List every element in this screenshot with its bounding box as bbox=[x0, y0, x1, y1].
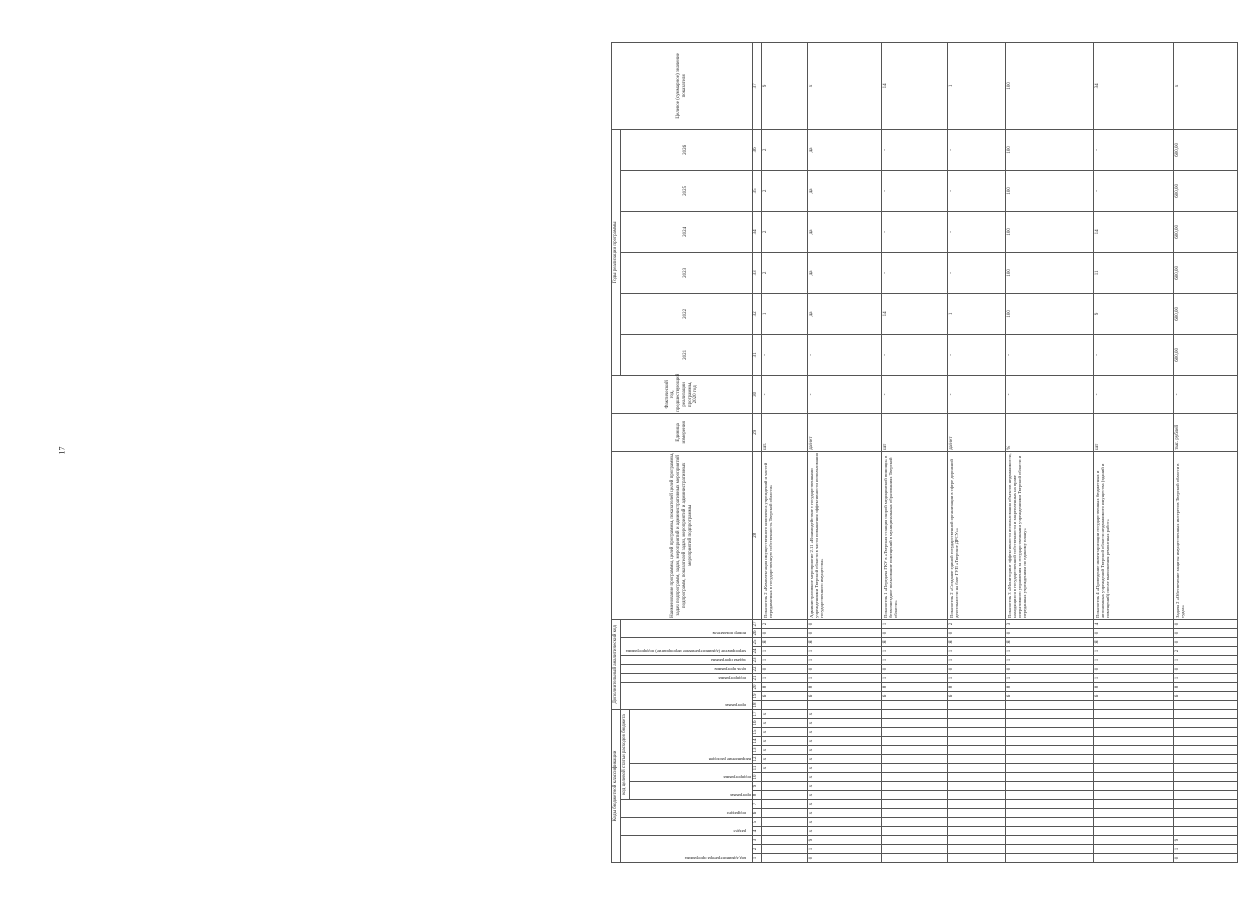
row-year-value-cell: 14 bbox=[881, 293, 947, 334]
code-digit-cell: x bbox=[761, 728, 807, 737]
row-fact-cell: - bbox=[807, 375, 881, 413]
code-digit-cell bbox=[1005, 701, 1093, 710]
direction-header: направление расходов bbox=[708, 757, 751, 762]
code-digit-cell bbox=[947, 719, 1005, 728]
row-unit-cell: да/нет bbox=[807, 413, 881, 451]
code-digit-cell bbox=[881, 809, 947, 818]
code-digit-cell bbox=[1173, 800, 1237, 809]
code-digit-cell: 1 bbox=[807, 674, 881, 683]
row-year-value-cell: 100 bbox=[1005, 170, 1093, 211]
row-year-value-cell: да bbox=[807, 170, 881, 211]
name-column-header: Наименование программы, целей программы, показателей целей программы, задач подпрограмм, задач, мероприятий и административных мероприятий подпрограмм, показателей задач, мероприятий и административных мероприятий подпрограммы bbox=[612, 451, 753, 619]
code-digit-cell: x bbox=[807, 710, 881, 719]
row-name-cell: Показатель 4 «Проведение инвентаризации государственных бюджетных и автономных учреждений Тверской области недвижимого имущества (зданий и помещений) после выполнения ремонтных работ» bbox=[1093, 451, 1173, 619]
code-digit-cell: x bbox=[807, 791, 881, 800]
row-fact-cell: - bbox=[1005, 375, 1093, 413]
code-digit-cell bbox=[881, 764, 947, 773]
code-digit-cell: x bbox=[761, 764, 807, 773]
subsection-header: подраздел bbox=[726, 811, 747, 816]
code-digit-cell bbox=[1005, 737, 1093, 746]
row-year-value-cell: да bbox=[807, 293, 881, 334]
code-digit-cell bbox=[881, 854, 947, 863]
code-digit-cell: 0 bbox=[1173, 854, 1237, 863]
subprogram-header: подпрограмма bbox=[718, 676, 747, 681]
code-digit-cell: 1 bbox=[807, 656, 881, 665]
code-digit-cell bbox=[1005, 782, 1093, 791]
code-digit-cell: 1 bbox=[807, 647, 881, 656]
code-digit-cell: x bbox=[807, 827, 881, 836]
code-digit-cell: 0 bbox=[807, 854, 881, 863]
purpose-header: цель программы bbox=[714, 667, 747, 672]
code-digit-cell: 1 bbox=[1005, 647, 1093, 656]
budget-table-sheet bbox=[611, 43, 1185, 863]
code-digit-cell bbox=[881, 845, 947, 854]
code-digit-cell bbox=[1093, 827, 1173, 836]
code-digit-cell: 1 bbox=[761, 656, 807, 665]
code-digit-cell: 1 bbox=[761, 647, 807, 656]
code-digit-cell bbox=[1005, 773, 1093, 782]
row-year-value-cell: 2 bbox=[761, 252, 807, 293]
code-digit-cell: x bbox=[761, 755, 807, 764]
code-digit-cell: 8 bbox=[1173, 683, 1237, 692]
code-digit-cell: 0 bbox=[807, 665, 881, 674]
code-digit-cell: 1 bbox=[881, 647, 947, 656]
code-digit-cell bbox=[881, 755, 947, 764]
row-fact-cell: - bbox=[947, 375, 1005, 413]
code-digit-cell bbox=[761, 854, 807, 863]
code-digit-cell: 3 bbox=[1005, 619, 1093, 628]
code-digit-cell bbox=[1005, 827, 1093, 836]
code-digit-cell bbox=[761, 827, 807, 836]
code-digit-cell: x bbox=[807, 719, 881, 728]
code-digit-cell: 6 bbox=[807, 692, 881, 701]
code-digit-cell: 0 bbox=[1173, 619, 1237, 628]
code-digit-cell bbox=[1005, 791, 1093, 800]
year-2025-header: 2025 bbox=[620, 170, 752, 211]
row-fact-cell: - bbox=[1093, 375, 1173, 413]
row-year-value-cell: - bbox=[881, 334, 947, 375]
code-digit-cell bbox=[1173, 719, 1237, 728]
task-header: задача программы bbox=[711, 658, 747, 663]
table-row bbox=[1173, 42, 1237, 862]
row-year-value-cell: - bbox=[1093, 170, 1173, 211]
code-digit-cell: 1 bbox=[1093, 674, 1173, 683]
code-digit-cell bbox=[1005, 809, 1093, 818]
code-digit-cell bbox=[881, 719, 947, 728]
row-year-value-cell: 600,00 bbox=[1173, 252, 1237, 293]
code-digit-cell: 0 bbox=[947, 665, 1005, 674]
code-digit-cell bbox=[761, 773, 807, 782]
row-name-cell: Показатель 1 «Передача ГКУ в «Тверская станция скорой медицинской помощи» в безвозмездное пользование помещений в муниципальных образованиях Тверской области» bbox=[881, 451, 947, 619]
code-digit-cell bbox=[1005, 845, 1093, 854]
event-header: мероприятие (административное мероприятие) подпрограммы bbox=[625, 649, 747, 654]
code-digit-cell bbox=[947, 710, 1005, 719]
code-digit-cell: 0 bbox=[1173, 638, 1237, 647]
code-digit-cell: 1 bbox=[881, 656, 947, 665]
code-digit-cell bbox=[1173, 755, 1237, 764]
code-digit-cell bbox=[761, 800, 807, 809]
row-year-value-cell: да bbox=[807, 129, 881, 170]
row-unit-cell: шт. bbox=[761, 413, 807, 451]
code-digit-cell: x bbox=[761, 710, 807, 719]
code-digit-cell: x bbox=[761, 737, 807, 746]
code-digit-cell bbox=[881, 710, 947, 719]
code-digit-cell bbox=[1093, 845, 1173, 854]
code-digit-cell: x bbox=[807, 728, 881, 737]
row-year-value-cell: 2 bbox=[761, 129, 807, 170]
code-digit-cell bbox=[1005, 854, 1093, 863]
code-digit-cell: 0 bbox=[1093, 665, 1173, 674]
table-row bbox=[807, 42, 881, 862]
code-digit-cell: 9 bbox=[1173, 836, 1237, 845]
code-digit-cell: 6 bbox=[1173, 692, 1237, 701]
code-digit-cell bbox=[947, 800, 1005, 809]
row-year-value-cell: - bbox=[807, 334, 881, 375]
code-digit-cell bbox=[1173, 764, 1237, 773]
code-digit-cell: Я bbox=[1093, 638, 1173, 647]
code-digit-cell: 0 bbox=[807, 629, 881, 638]
row-name-cell: Задача 2 «Обеспечение защиты имущественных интересов Тверской области в судах» bbox=[1173, 451, 1237, 619]
code-digit-cell: 1 bbox=[1005, 674, 1093, 683]
code-digit-cell bbox=[1005, 746, 1093, 755]
row-year-value-cell: - bbox=[881, 211, 947, 252]
row-year-value-cell: 100 bbox=[1005, 129, 1093, 170]
code-digit-cell bbox=[761, 836, 807, 845]
code-digit-cell: Я bbox=[1005, 638, 1093, 647]
code-digit-cell bbox=[1005, 755, 1093, 764]
code-digit-cell bbox=[1173, 746, 1237, 755]
code-digit-cell: x bbox=[807, 800, 881, 809]
table-row bbox=[1093, 42, 1173, 862]
code-digit-cell bbox=[881, 701, 947, 710]
code-digit-cell: 1 bbox=[947, 647, 1005, 656]
code-digit-cell: 2 bbox=[761, 619, 807, 628]
code-digit-cell: 8 bbox=[947, 683, 1005, 692]
code-digit-cell bbox=[881, 818, 947, 827]
code-digit-cell bbox=[1093, 836, 1173, 845]
code-digit-cell bbox=[881, 827, 947, 836]
page-number: 17 bbox=[57, 446, 67, 455]
code-digit-cell: 1 bbox=[1093, 656, 1173, 665]
code-digit-cell bbox=[1173, 710, 1237, 719]
code-digit-cell bbox=[1093, 746, 1173, 755]
code-digit-cell: 6 bbox=[1093, 692, 1173, 701]
row-target-cell: x bbox=[1173, 42, 1237, 129]
year-2022-header: 2022 bbox=[620, 293, 752, 334]
code-digit-cell: 0 bbox=[1093, 629, 1173, 638]
code-digit-cell bbox=[947, 827, 1005, 836]
row-fact-cell: - bbox=[881, 375, 947, 413]
code-digit-cell bbox=[947, 791, 1005, 800]
code-digit-cell: 8 bbox=[881, 683, 947, 692]
code-digit-cell bbox=[881, 836, 947, 845]
code-digit-cell bbox=[1005, 719, 1093, 728]
unit-column-header: Единица измерения bbox=[612, 413, 753, 451]
code-digit-cell bbox=[881, 737, 947, 746]
code-digit-cell bbox=[947, 836, 1005, 845]
code-digit-cell bbox=[947, 764, 1005, 773]
code-digit-cell bbox=[1093, 764, 1173, 773]
code-digit-cell: 1 bbox=[1093, 647, 1173, 656]
subprogram-code-header: подпрограмма bbox=[723, 775, 751, 780]
row-year-value-cell: 100 bbox=[1005, 293, 1093, 334]
row-year-value-cell: 600,00 bbox=[1173, 170, 1237, 211]
code-digit-cell: 8 bbox=[1005, 683, 1093, 692]
code-digit-cell bbox=[1093, 809, 1173, 818]
code-digit-cell: 1 bbox=[807, 845, 881, 854]
table-row bbox=[1005, 42, 1093, 862]
years-header: Годы реализации программы bbox=[612, 129, 621, 375]
code-digit-cell bbox=[761, 818, 807, 827]
code-digit-cell bbox=[881, 728, 947, 737]
row-year-value-cell: 600,00 bbox=[1173, 334, 1237, 375]
code-digit-cell bbox=[947, 845, 1005, 854]
code-digit-cell: 1 bbox=[1173, 845, 1237, 854]
code-digit-cell bbox=[1093, 854, 1173, 863]
code-digit-cell bbox=[761, 809, 807, 818]
row-year-value-cell: 2 bbox=[761, 211, 807, 252]
row-year-value-cell: 600,00 bbox=[1173, 129, 1237, 170]
code-digit-cell bbox=[947, 728, 1005, 737]
row-target-cell: 1 bbox=[947, 42, 1005, 129]
code-digit-cell: 0 bbox=[1005, 665, 1093, 674]
row-target-cell: 9 bbox=[761, 42, 807, 129]
code-digit-cell: x bbox=[807, 809, 881, 818]
code-digit-cell bbox=[1005, 836, 1093, 845]
code-digit-cell bbox=[761, 845, 807, 854]
row-target-cell: 34 bbox=[1093, 42, 1173, 129]
code-digit-cell bbox=[1173, 809, 1237, 818]
code-digit-cell: x bbox=[807, 782, 881, 791]
code-digit-cell: Я bbox=[947, 638, 1005, 647]
code-digit-cell: 8 bbox=[1093, 683, 1173, 692]
code-digit-cell: 6 bbox=[947, 692, 1005, 701]
row-year-value-cell: 100 bbox=[1005, 252, 1093, 293]
row-name-cell: Показатель 3 «Мониторинг эффективности использования объектов недвижимости, находящихся в государственной собственности и закрепленных на праве оперативного управления за государственными учреждениями Тверской области и переданных учреждениям по единому плану» bbox=[1005, 451, 1093, 619]
code-digit-cell: 0 bbox=[761, 629, 807, 638]
code-digit-cell: 8 bbox=[761, 683, 807, 692]
year-2021-header: 2021 bbox=[620, 334, 752, 375]
fact-column-header: Фактический год, предшествующий реализации программы, 2020 год bbox=[612, 375, 753, 413]
code-digit-cell bbox=[1173, 737, 1237, 746]
code-digit-cell: 6 bbox=[761, 692, 807, 701]
row-year-value-cell: - bbox=[881, 170, 947, 211]
indicator-number-header: номер показателя bbox=[712, 631, 747, 636]
row-year-value-cell: 14 bbox=[1093, 211, 1173, 252]
row-year-value-cell: - bbox=[1005, 334, 1093, 375]
row-year-value-cell: 2 bbox=[761, 170, 807, 211]
code-digit-cell bbox=[1005, 710, 1093, 719]
row-year-value-cell: - bbox=[947, 129, 1005, 170]
code-digit-cell: Я bbox=[761, 638, 807, 647]
row-year-value-cell: - bbox=[947, 334, 1005, 375]
code-digit-cell bbox=[1005, 728, 1093, 737]
admin-code-header: код администратора программы bbox=[684, 856, 747, 861]
row-fact-cell: - bbox=[1173, 375, 1237, 413]
code-digit-cell: 1 bbox=[1005, 656, 1093, 665]
row-year-value-cell: - bbox=[947, 252, 1005, 293]
row-name-cell: Показатель 2 «Создание единой государственной организации в сфере дорожной деятельности на базе ГУП «Тверское ДРСУ»» bbox=[947, 451, 1005, 619]
code-digit-cell bbox=[947, 818, 1005, 827]
code-digit-cell: x bbox=[807, 764, 881, 773]
code-digit-cell bbox=[1005, 818, 1093, 827]
code-digit-cell: 1 bbox=[1173, 656, 1237, 665]
code-digit-cell bbox=[1005, 764, 1093, 773]
section-header: раздел bbox=[733, 829, 747, 834]
code-digit-cell: 1 bbox=[881, 674, 947, 683]
code-digit-cell: 0 bbox=[761, 665, 807, 674]
row-year-value-cell: 11 bbox=[1093, 252, 1173, 293]
code-digit-cell bbox=[881, 782, 947, 791]
row-year-value-cell: - bbox=[761, 334, 807, 375]
code-digit-cell bbox=[1093, 782, 1173, 791]
row-fact-cell: - bbox=[761, 375, 807, 413]
code-digit-cell bbox=[881, 746, 947, 755]
code-digit-cell bbox=[1093, 701, 1173, 710]
code-digit-cell bbox=[761, 701, 807, 710]
code-digit-cell bbox=[947, 854, 1005, 863]
code-digit-cell bbox=[947, 746, 1005, 755]
code-digit-cell bbox=[881, 791, 947, 800]
row-year-value-cell: - bbox=[1093, 129, 1173, 170]
data-rows bbox=[761, 42, 1237, 862]
code-digit-cell bbox=[1173, 773, 1237, 782]
program-header: программа bbox=[725, 703, 747, 708]
code-digit-cell: 0 bbox=[881, 629, 947, 638]
code-digit-cell: x bbox=[807, 773, 881, 782]
row-year-value-cell: 9 bbox=[1093, 293, 1173, 334]
code-digit-cell: x bbox=[807, 737, 881, 746]
code-digit-cell: x bbox=[761, 719, 807, 728]
year-2024-header: 2024 bbox=[620, 211, 752, 252]
code-digit-cell: 1 bbox=[881, 619, 947, 628]
code-digit-cell bbox=[1093, 710, 1173, 719]
code-digit-cell bbox=[1093, 791, 1173, 800]
code-digit-cell: 8 bbox=[807, 683, 881, 692]
row-year-value-cell: - bbox=[947, 170, 1005, 211]
code-digit-cell: 9 bbox=[807, 836, 881, 845]
code-digit-cell bbox=[761, 791, 807, 800]
code-digit-cell bbox=[947, 737, 1005, 746]
row-target-cell: 100 bbox=[1005, 42, 1093, 129]
code-digit-cell bbox=[881, 773, 947, 782]
row-year-value-cell: 600,00 bbox=[1173, 211, 1237, 252]
row-year-value-cell: да bbox=[807, 252, 881, 293]
row-year-value-cell: 600,00 bbox=[1173, 293, 1237, 334]
code-digit-cell: 4 bbox=[1093, 619, 1173, 628]
code-digit-cell bbox=[1093, 800, 1173, 809]
table-row bbox=[947, 42, 1005, 862]
code-digit-cell bbox=[1173, 818, 1237, 827]
table-row bbox=[761, 42, 807, 862]
code-digit-cell bbox=[947, 701, 1005, 710]
code-digit-cell: x bbox=[761, 746, 807, 755]
code-digit-cell bbox=[1093, 818, 1173, 827]
code-digit-cell bbox=[1173, 728, 1237, 737]
row-unit-cell: % bbox=[1005, 413, 1093, 451]
code-digit-cell: x bbox=[807, 818, 881, 827]
code-digit-cell: 0 bbox=[1173, 629, 1237, 638]
code-digit-cell: 0 bbox=[947, 629, 1005, 638]
code-digit-cell: 2 bbox=[947, 619, 1005, 628]
code-digit-cell bbox=[881, 800, 947, 809]
row-year-value-cell: - bbox=[881, 252, 947, 293]
row-unit-cell: да/нет bbox=[947, 413, 1005, 451]
code-digit-cell: x bbox=[807, 746, 881, 755]
code-digit-cell bbox=[807, 701, 881, 710]
code-digit-cell: 0 bbox=[807, 619, 881, 628]
code-digit-cell bbox=[1173, 701, 1237, 710]
row-year-value-cell: да bbox=[807, 211, 881, 252]
code-digit-cell bbox=[947, 809, 1005, 818]
row-target-cell: 14 bbox=[881, 42, 947, 129]
year-2026-header: 2026 bbox=[620, 129, 752, 170]
row-year-value-cell: 1 bbox=[761, 293, 807, 334]
code-digit-cell bbox=[1173, 782, 1237, 791]
row-year-value-cell: 1 bbox=[947, 293, 1005, 334]
row-unit-cell: шт bbox=[881, 413, 947, 451]
row-year-value-cell: - bbox=[1093, 334, 1173, 375]
code-digit-cell bbox=[1093, 773, 1173, 782]
row-year-value-cell: 100 bbox=[1005, 211, 1093, 252]
code-digit-cell bbox=[947, 782, 1005, 791]
row-unit-cell: шт bbox=[1093, 413, 1173, 451]
code-digit-cell: 0 bbox=[1005, 629, 1093, 638]
target-article-header: код целевой статьи расходов бюджета bbox=[620, 710, 629, 800]
target-column-header: Целевое (суммарное) значение показателя bbox=[612, 42, 753, 129]
code-digit-cell bbox=[1093, 719, 1173, 728]
code-digit-cell bbox=[1093, 755, 1173, 764]
row-name-cell: Административное мероприятие 2.11 «Взаимодействие с государственными учреждениями Тверской области в части повышения эффективности использования государственного имущества» bbox=[807, 451, 881, 619]
column-numbers-row: 1 2 3 4 5 6 7 8 9 10 11 12 13 14 15 16 17 18 19 20 21 22 23 24 25 26 27 28 29 30 31 32 33 34 35 36 37 bbox=[752, 42, 761, 862]
code-digit-cell: Я bbox=[807, 638, 881, 647]
code-digit-cell: 1 bbox=[1173, 674, 1237, 683]
code-digit-cell: 1 bbox=[947, 674, 1005, 683]
code-digit-cell bbox=[947, 755, 1005, 764]
row-unit-cell: тыс. рублей bbox=[1173, 413, 1237, 451]
code-digit-cell bbox=[1005, 800, 1093, 809]
code-digit-cell: 1 bbox=[947, 656, 1005, 665]
budget-codes-header: Коды бюджетной классификации bbox=[612, 710, 621, 863]
code-digit-cell bbox=[1093, 737, 1173, 746]
code-digit-cell bbox=[761, 782, 807, 791]
code-digit-cell bbox=[1173, 827, 1237, 836]
code-digit-cell: 0 bbox=[881, 665, 947, 674]
table-row bbox=[881, 42, 947, 862]
code-digit-cell: 2 bbox=[1173, 647, 1237, 656]
row-year-value-cell: - bbox=[947, 211, 1005, 252]
extra-code-header: Дополнительный аналитический код bbox=[612, 619, 621, 709]
code-digit-cell: 6 bbox=[1005, 692, 1093, 701]
code-digit-cell: 6 bbox=[881, 692, 947, 701]
code-digit-cell: 1 bbox=[761, 674, 807, 683]
program-table bbox=[611, 42, 1238, 863]
code-digit-cell: 0 bbox=[1173, 665, 1237, 674]
code-digit-cell bbox=[1173, 791, 1237, 800]
code-digit-cell: x bbox=[807, 755, 881, 764]
code-digit-cell: Я bbox=[881, 638, 947, 647]
row-year-value-cell: - bbox=[881, 129, 947, 170]
row-name-cell: Показатель 2 «Комплектация имущественного комплекса учреждений и частей передаваемых в государственную собственность Тверской области» bbox=[761, 451, 807, 619]
code-digit-cell bbox=[1093, 728, 1173, 737]
program-code-header: программа bbox=[729, 793, 751, 798]
year-2023-header: 2023 bbox=[620, 252, 752, 293]
row-target-cell: x bbox=[807, 42, 881, 129]
code-digit-cell bbox=[947, 773, 1005, 782]
